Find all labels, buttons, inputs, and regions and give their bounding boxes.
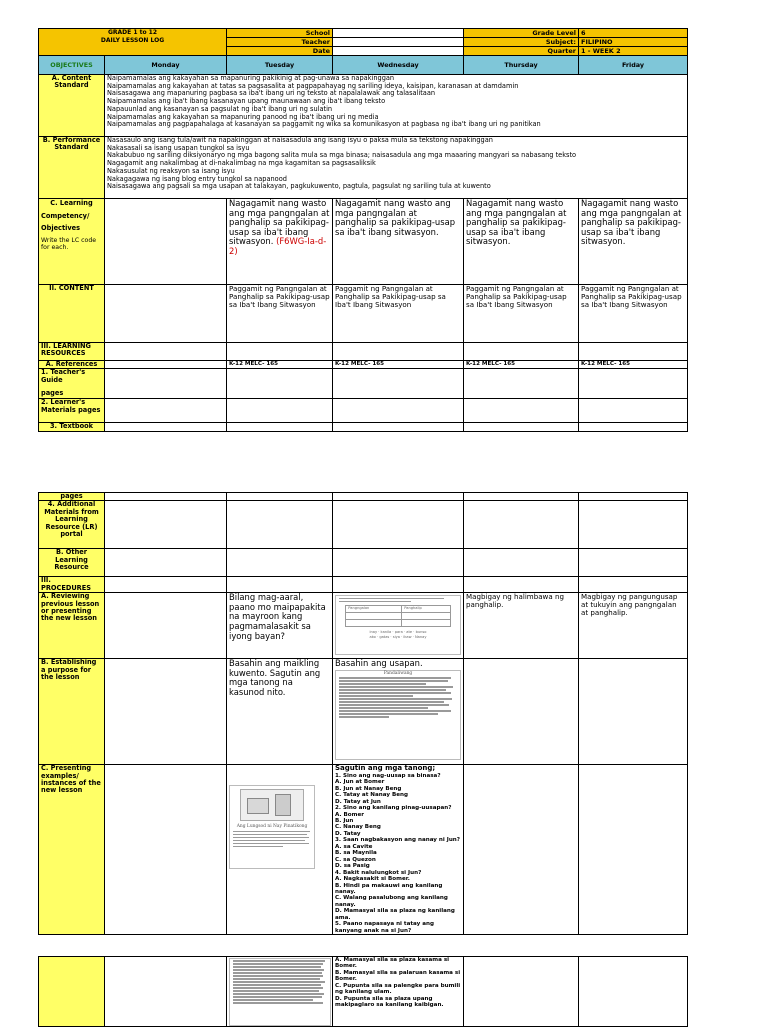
content-label: II. CONTENT [39, 285, 105, 343]
choice-line: D. Pupunta sila sa plaza upang makipaglaro sa kanilang kaibigan. [335, 995, 444, 1009]
melc-thursday: K-12 MELC- 165 [464, 361, 579, 369]
question-line: A. Jun at Bomer [335, 779, 385, 786]
choice-line: C. Pupunta sila sa palengke para bumili ng kanilang ulam. [335, 982, 461, 996]
page-2 [38, 492, 688, 935]
procedure-c-monday [105, 765, 227, 935]
procedure-a-label: A. Reviewing previous lesson or presenting the new lesson [39, 593, 105, 659]
quarter-label: Quarter [464, 47, 579, 56]
question-line: C. Tatay at Nanay Beng [335, 792, 408, 799]
procedure-c-cont-thursday [464, 957, 579, 1027]
thumb-col-panghalip: Panghalip [402, 606, 450, 613]
content-standard-line: Napauunlad ang kasanayan sa pagsulat ng iba't ibang uri ng sulatin [107, 104, 333, 113]
question-line: D. Tatay [335, 830, 361, 837]
subject-label: Subject: [464, 38, 579, 47]
choice-line: B. Mamasyal sila sa palaruan kasama si Bomer. [335, 969, 461, 983]
procedure-b-wednesday-text: Basahin ang usapan. [335, 658, 423, 669]
procedures-label: III. PROCEDURES [39, 577, 105, 593]
competency-label-2: Competency/ [41, 211, 90, 220]
thumb-word-bank: inay · kanila · para · ate · bunso ako · gatas · siya · ikaw · Nanay [369, 630, 427, 639]
grade-level-value: 6 [579, 29, 688, 38]
page-3 [38, 956, 688, 1027]
teacher-value[interactable] [333, 38, 464, 47]
story-illustration-image [240, 789, 304, 821]
content-wednesday: Paggamit ng Pangngalan at Panghalip sa Pakikipag-usap sa Iba't Ibang Sitwasyon [333, 285, 464, 343]
quarter-value: 1 - WEEK 2 [579, 47, 688, 56]
content-tuesday: Paggamit ng Pangngalan at Panghalip sa Pakikipag-usap sa Iba't Ibang Sitwasyon [227, 285, 333, 343]
teachers-guide-label-cell [39, 369, 105, 399]
day-monday: Monday [105, 56, 227, 75]
other-resource-label: B. Other Learning Resource [39, 549, 105, 577]
procedure-c-cont-monday [105, 957, 227, 1027]
additional-materials-label: 4. Additional Materials from Learning Resource (LR) portal [39, 501, 105, 549]
competency-tuesday [227, 199, 333, 285]
question-line: 2. Sino ang kanilang pinag-uusapan? [335, 805, 452, 812]
procedure-a-wednesday [333, 593, 464, 659]
procedure-c-label: C. Presenting examples/ instances of the new lesson [39, 765, 105, 935]
question-line: 4. Bakit nalulungkot si Jun? [335, 869, 422, 876]
question-line: 5. Paano napasaya ni tatay ang kanyang anak na si Jun? [335, 921, 434, 934]
competency-monday [105, 199, 227, 285]
performance-standard-label: B. Performance Standard [39, 137, 105, 199]
competency-note: Write the LC code for each. [41, 236, 97, 251]
melc-tuesday: K-12 MELC- 165 [227, 361, 333, 369]
question-line: B. Jun [335, 817, 354, 824]
content-standard-line: Naisasagawa ang mapanuring pagbasa sa iba't ibang uri ng teksto at napalalawak ang talasalitaan [107, 89, 436, 98]
question-line: A. Bomer [335, 811, 364, 818]
content-standard-text [105, 75, 688, 137]
question-line: B. Hindi pa makauwi ang kanilang nanay. [335, 882, 443, 895]
content-standard-line: Naipamamalas ang kakayahan at tatas sa pagsasalita at pagpapahayag ng sariling ideya, kaisipan, karanasan at damdamin [107, 81, 519, 90]
subject-value: FILIPINO [579, 38, 688, 47]
page-1 [38, 28, 688, 432]
choice-line: A. Mamasyal sila sa plaza kasama si Bomer. [335, 957, 450, 970]
worksheet-thumbnail-a [335, 595, 461, 655]
question-line: C. Nanay Beng [335, 824, 381, 831]
question-line: 1. Sino ang nag-uusap sa binasa? [335, 772, 441, 779]
question-line: C. sa Quezon [335, 856, 376, 863]
content-monday [105, 285, 227, 343]
procedure-b-label: B. Establishing a purpose for the lesson [39, 659, 105, 765]
content-standard-line: Naipamamalas ang iba't ibang kasanayan upang maunawaan ang iba't ibang teksto [107, 97, 386, 106]
day-friday: Friday [579, 56, 688, 75]
procedure-b-wednesday [333, 659, 464, 765]
learners-materials-label: 2. Learner's Materials pages [39, 399, 105, 423]
log-title: GRADE 1 to 12 DAILY LESSON LOG [39, 29, 227, 56]
content-standard-line: Naipamamalas ang kakayahan sa mapanuring pakikinig at pag-unawa sa napakinggan [107, 74, 395, 82]
textbook-pages-label: pages [39, 493, 105, 501]
content-standard-line: Naipamamalas ang kakayahan sa mapanuring panood ng iba't ibang uri ng media [107, 112, 379, 121]
procedure-c-cont-tuesday [227, 957, 333, 1027]
question-line: C. Walang pasalubong ang kanilang nanay. [335, 895, 448, 908]
procedure-c-thursday [464, 765, 579, 935]
content-friday: Paggamit ng Pangngalan at Panghalip sa Pakikipag-usap sa Iba't Ibang Sitwasyon [579, 285, 688, 343]
performance-standard-line: Naisasagawa ang pagsali sa mga usapan at talakayan, pagkukuwento, pagtula, pagsulat ng sariling tula at kuwento [107, 182, 491, 191]
performance-standard-text [105, 137, 688, 199]
performance-standard-line: Nakasasali sa isang usapan tungkol sa isyu [107, 143, 250, 152]
procedure-b-thursday [464, 659, 579, 765]
performance-standard-line: Nagagamit ang nakalimbag at di-nakalimbag na mga kagamitan sa pagsasaliksik [107, 159, 376, 168]
teachers-guide-label: 1. Teacher's Guide [41, 368, 86, 384]
melc-friday: K-12 MELC- 165 [579, 361, 688, 369]
procedure-a-tuesday: Bilang mag-aaral, paano mo maipapakita na mayroon kang pagmamalasakit sa iyong bayan? [227, 593, 333, 659]
lesson-log-table-3 [38, 956, 688, 1027]
competency-friday: Nagagamit nang wasto ang mga pangngalan at panghalip sa pakikipag-usap sa iba't ibang sitwasyon. [579, 199, 688, 285]
story-thumbnail [229, 785, 315, 869]
performance-standard-line: Nakabubuo ng sariling diksiyonaryo ng mga bagong salita mula sa mga binasa; naisasadula ang mga maaaring mangyari sa nabasang teksto [107, 151, 577, 160]
procedure-b-tuesday: Basahin ang maikling kuwento. Sagutin ang mga tanong na kasunod nito. [227, 659, 333, 765]
thumb-table-a [345, 605, 450, 627]
textbook-label: 3. Textbook [39, 423, 105, 431]
performance-standard-line: Nasasaulo ang isang tula/awit na napakinggan at naisasadula ang isang isyu o paksa mula sa tekstong napakinggan [107, 136, 493, 144]
question-line: 3. Saan nagbakasyon ang nanay ni Jun? [335, 837, 461, 844]
lesson-log-table-1 [38, 28, 688, 432]
competency-tuesday-text: Nagagamit nang wasto ang mga pangngalan at panghalip sa pakikipag-usap sa iba't ibang sitwasyon. [229, 198, 330, 247]
content-standard-line: Naipamamalas ang pagpapahalaga at kasanayan sa paggamit ng wika sa komunikasyon at pagbasa ng iba't ibang uri ng panitikan [107, 120, 541, 129]
thumb-line [339, 598, 444, 600]
story-text-thumbnail [229, 958, 331, 1026]
dialogue-thumbnail [335, 670, 461, 760]
competency-label-3: Objectives [41, 224, 81, 233]
school-value[interactable] [333, 29, 464, 38]
thumb-line [339, 601, 411, 603]
competency-thursday: Nagagamit nang wasto ang mga pangngalan at panghalip sa pakikipag-usap sa iba't ibang sitwasyon. [464, 199, 579, 285]
objectives-header: OBJECTIVES [39, 56, 105, 75]
competency-code: (F6WG-Ia-d-2) [229, 236, 327, 256]
question-line: D. Tatay at Jun [335, 798, 381, 805]
procedure-c-cont-wednesday [333, 957, 464, 1027]
procedure-c-cont-label [39, 957, 105, 1027]
question-line: A. Nagkasakit si Bomer. [335, 876, 410, 883]
date-value[interactable] [333, 47, 464, 56]
teachers-guide-pages: pages [41, 389, 64, 398]
date-label: Date [227, 47, 333, 56]
procedure-a-friday: Magbigay ng pangungusap at tukuyin ang pangngalan at panghalip. [579, 593, 688, 659]
day-thursday: Thursday [464, 56, 579, 75]
question-line: A. sa Cavite [335, 843, 373, 850]
teacher-label: Teacher [227, 38, 333, 47]
competency-label-cell [39, 199, 105, 285]
story-thumb-title: Ang Lungsod ni Nay Pinatikong [236, 824, 308, 830]
thumb-col-pangngalan: Pangngalan [346, 606, 402, 613]
lesson-log-table-2 [38, 492, 688, 935]
content-standard-label: A. Content Standard [39, 75, 105, 137]
day-tuesday: Tuesday [227, 56, 333, 75]
procedure-c-tuesday [227, 765, 333, 935]
day-wednesday: Wednesday [333, 56, 464, 75]
procedure-c-friday [579, 765, 688, 935]
question-line: D. Mamasyal sila sa plaza ng kanilang ama. [335, 908, 455, 921]
procedure-b-friday [579, 659, 688, 765]
question-line: D. sa Pasig [335, 863, 370, 870]
questions-title: Sagutin ang mga tanong; [335, 764, 436, 773]
question-line: B. sa Maynila [335, 850, 377, 857]
procedure-c-cont-friday [579, 957, 688, 1027]
learning-resources-label: III. LEARNING RESOURCES [39, 343, 105, 361]
dialogue-thumb-title: Pandaliwang [383, 670, 413, 676]
performance-standard-line: Nakagagawa ng isang blog entry tungkol sa napanood [107, 174, 287, 183]
grade-level-label: Grade Level [464, 29, 579, 38]
procedure-c-wednesday [333, 765, 464, 935]
competency-label-1: C. Learning [50, 199, 93, 207]
references-label: A. References [39, 361, 105, 369]
procedure-a-thursday: Magbigay ng halimbawa ng panghalip. [464, 593, 579, 659]
competency-wednesday: Nagagamit nang wasto ang mga pangngalan at panghalip sa pakikipag-usap sa iba't ibang sitwasyon. [333, 199, 464, 285]
content-thursday: Paggamit ng Pangngalan at Panghalip sa Pakikipag-usap sa Iba't Ibang Sitwasyon [464, 285, 579, 343]
performance-standard-line: Nakasusulat ng reaksyon sa isang isyu [107, 166, 235, 175]
melc-wednesday: K-12 MELC- 165 [333, 361, 464, 369]
question-line: B. Jun at Nanay Beng [335, 785, 402, 792]
procedure-b-monday [105, 659, 227, 765]
procedure-a-monday [105, 593, 227, 659]
school-label: School [227, 29, 333, 38]
